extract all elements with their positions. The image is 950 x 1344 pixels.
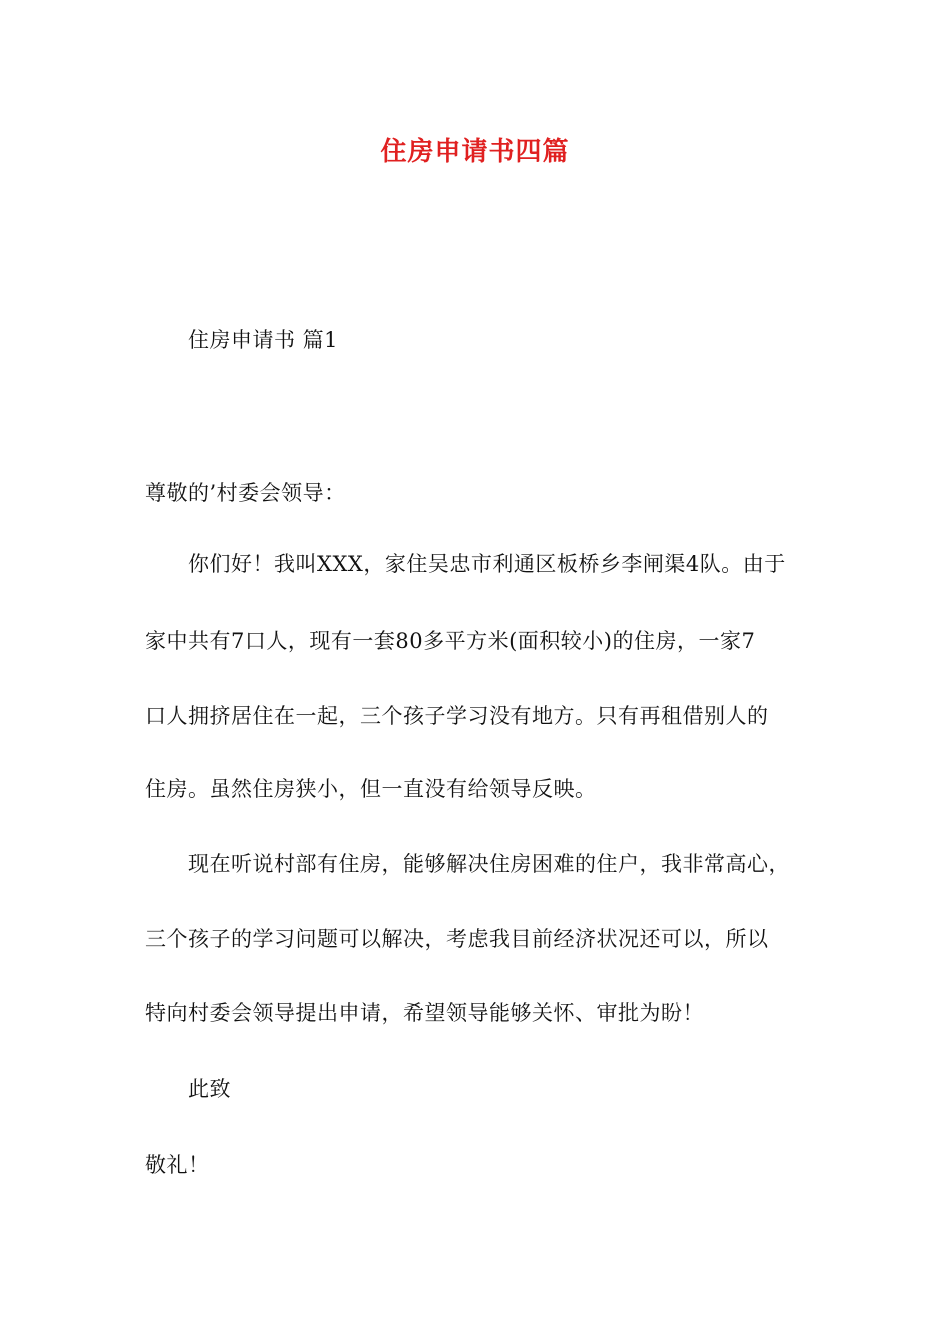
- closing-line: 敬礼！: [145, 1153, 210, 1177]
- closing-line: 此致: [188, 1077, 231, 1101]
- paragraph-line: 住房。虽然住房狭小，但一直没有给领导反映。: [145, 777, 597, 801]
- paragraph-line: 三个孩子的学习问题可以解决，考虑我目前经济状况还可以，所以: [145, 927, 769, 951]
- paragraph-line: 现在听说村部有住房，能够解决住房困难的住户，我非常高心，: [188, 852, 790, 876]
- paragraph-line: 你们好！我叫XXX，家住吴忠市利通区板桥乡李闸渠4队。由于: [188, 552, 786, 576]
- paragraph-line: 口人拥挤居住在一起，三个孩子学习没有地方。只有再租借别人的: [145, 704, 769, 728]
- paragraph-line: 家中共有7口人，现有一套80多平方米(面积较小)的住房，一家7: [145, 629, 756, 653]
- section-heading: 住房申请书 篇1: [188, 328, 339, 352]
- salutation: 尊敬的’村委会领导：: [145, 481, 346, 505]
- document-title: 住房申请书四篇: [380, 137, 570, 167]
- paragraph-line: 特向村委会领导提出申请，希望领导能够关怀、审批为盼！: [145, 1001, 704, 1025]
